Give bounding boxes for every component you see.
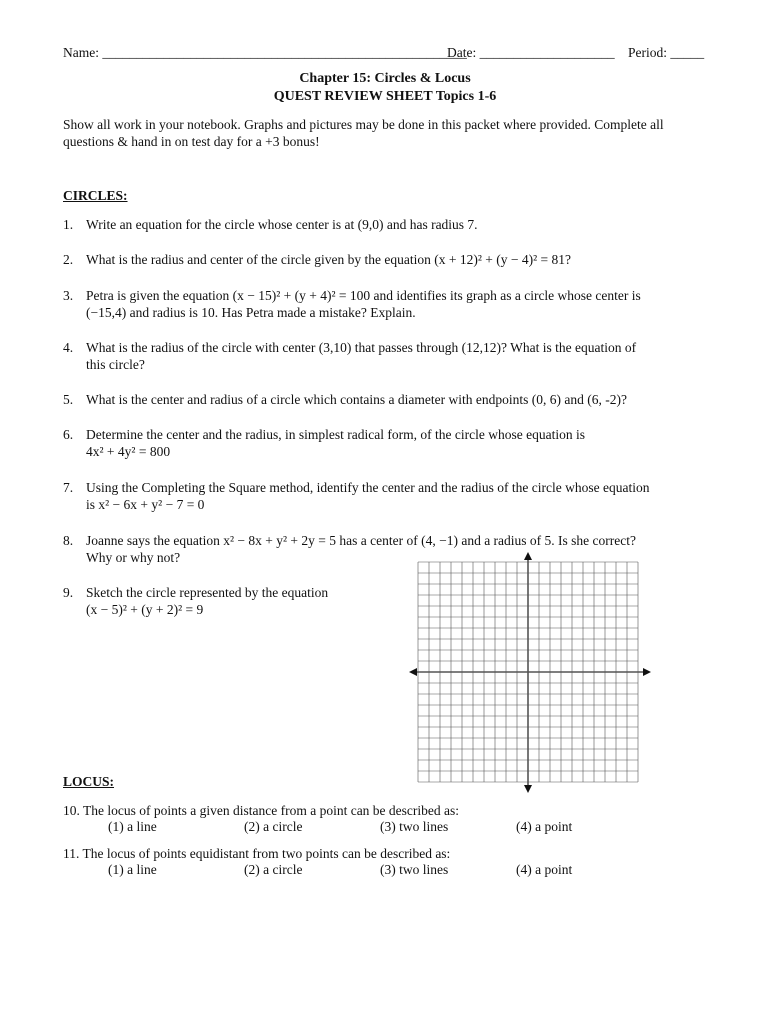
question-number: 9. (63, 585, 74, 600)
choice[interactable]: (2) a circle (244, 819, 303, 834)
choice[interactable]: (3) two lines (380, 819, 449, 834)
question-number: 11. (63, 846, 80, 861)
date-field[interactable]: Date: ____________________ (447, 45, 615, 60)
question-text-cont: Why or why not? (86, 550, 181, 565)
choice[interactable]: (1) a line (108, 819, 157, 834)
locus-heading: LOCUS: (63, 774, 115, 789)
question-5 (63, 391, 713, 408)
question-text: What is the radius of the circle with center (3,10) that passes through (12,12)? What is the equation of (86, 340, 637, 355)
question-11 (63, 845, 713, 862)
page-title: Chapter 15: Circles & Locus (299, 71, 471, 86)
choice[interactable]: (2) a circle (244, 862, 303, 877)
question-number: 8. (63, 533, 74, 548)
question-text: Determine the center and the radius, in simplest radical form, of the circle whose equation is (86, 427, 585, 442)
y-axis-arrow-down (524, 785, 532, 793)
question-number: 5. (63, 392, 74, 407)
question-10 (63, 802, 713, 819)
question-text-cont: 4x² + 4y² = 800 (86, 444, 171, 459)
name-field[interactable]: Name: ______________________________________________________ (63, 45, 467, 60)
period-field[interactable]: Period: _____ (628, 45, 705, 60)
page-subtitle: QUEST REVIEW SHEET Topics 1-6 (273, 89, 497, 104)
coordinate-grid[interactable] (408, 552, 652, 794)
choice[interactable]: (4) a point (516, 862, 573, 877)
question-text: Joanne says the equation x² − 8x + y² + 2y = 5 has a center of (4, −1) and a radius of 5. Is she correct? (86, 533, 636, 548)
header (63, 45, 708, 65)
question-text-cont: is x² − 6x + y² − 7 = 0 (86, 497, 205, 512)
question-text: The locus of points equidistant from two points can be described as: (82, 846, 451, 861)
question-text: The locus of points a given distance from a point can be described as: (83, 803, 460, 818)
question-7 (63, 479, 713, 513)
x-axis-arrow-left (409, 668, 417, 676)
question-number: 2. (63, 252, 74, 267)
question-text: What is the radius and center of the circle given by the equation (x + 12)² + (y − 4)² = 81? (86, 252, 572, 267)
question-1 (63, 216, 713, 233)
choice[interactable]: (3) two lines (380, 862, 449, 877)
x-axis-arrow-right (643, 668, 651, 676)
question-4 (63, 339, 713, 373)
question-text-cont: (−15,4) and radius is 10. Has Petra made a mistake? Explain. (86, 305, 416, 320)
question-text: Petra is given the equation (x − 15)² + (y + 4)² = 100 and identifies its graph as a circle whose center is (86, 288, 641, 303)
circles-heading: CIRCLES: (63, 188, 128, 203)
instructions: Show all work in your notebook. Graphs and pictures may be done in this packet where provided. Complete all questions & hand in on test day for a +3 bonus! (63, 117, 664, 149)
question-text: What is the center and radius of a circle which contains a diameter with endpoints (0, 6) and (6, -2)? (86, 392, 627, 407)
choice[interactable]: (1) a line (108, 862, 157, 877)
question-number: 7. (63, 480, 74, 495)
question-number: 4. (63, 340, 74, 355)
question-2 (63, 251, 713, 268)
question-9 (63, 584, 363, 618)
choices-11 (108, 862, 608, 880)
question-text: Write an equation for the circle whose center is at (9,0) and has radius 7. (86, 217, 478, 232)
question-text-cont: this circle? (86, 357, 145, 372)
question-text: Using the Completing the Square method, identify the center and the radius of the circle whose equation (86, 480, 650, 495)
choices-10 (108, 819, 608, 837)
question-number: 1. (63, 217, 74, 232)
question-number: 3. (63, 288, 74, 303)
question-text-cont: (x − 5)² + (y + 2)² = 9 (86, 602, 204, 617)
question-number: 10. (63, 803, 80, 818)
question-6 (63, 426, 713, 460)
question-3 (63, 287, 713, 321)
choice[interactable]: (4) a point (516, 819, 573, 834)
y-axis-arrow-up (524, 552, 532, 560)
question-text: Sketch the circle represented by the equation (86, 585, 329, 600)
question-number: 6. (63, 427, 74, 442)
